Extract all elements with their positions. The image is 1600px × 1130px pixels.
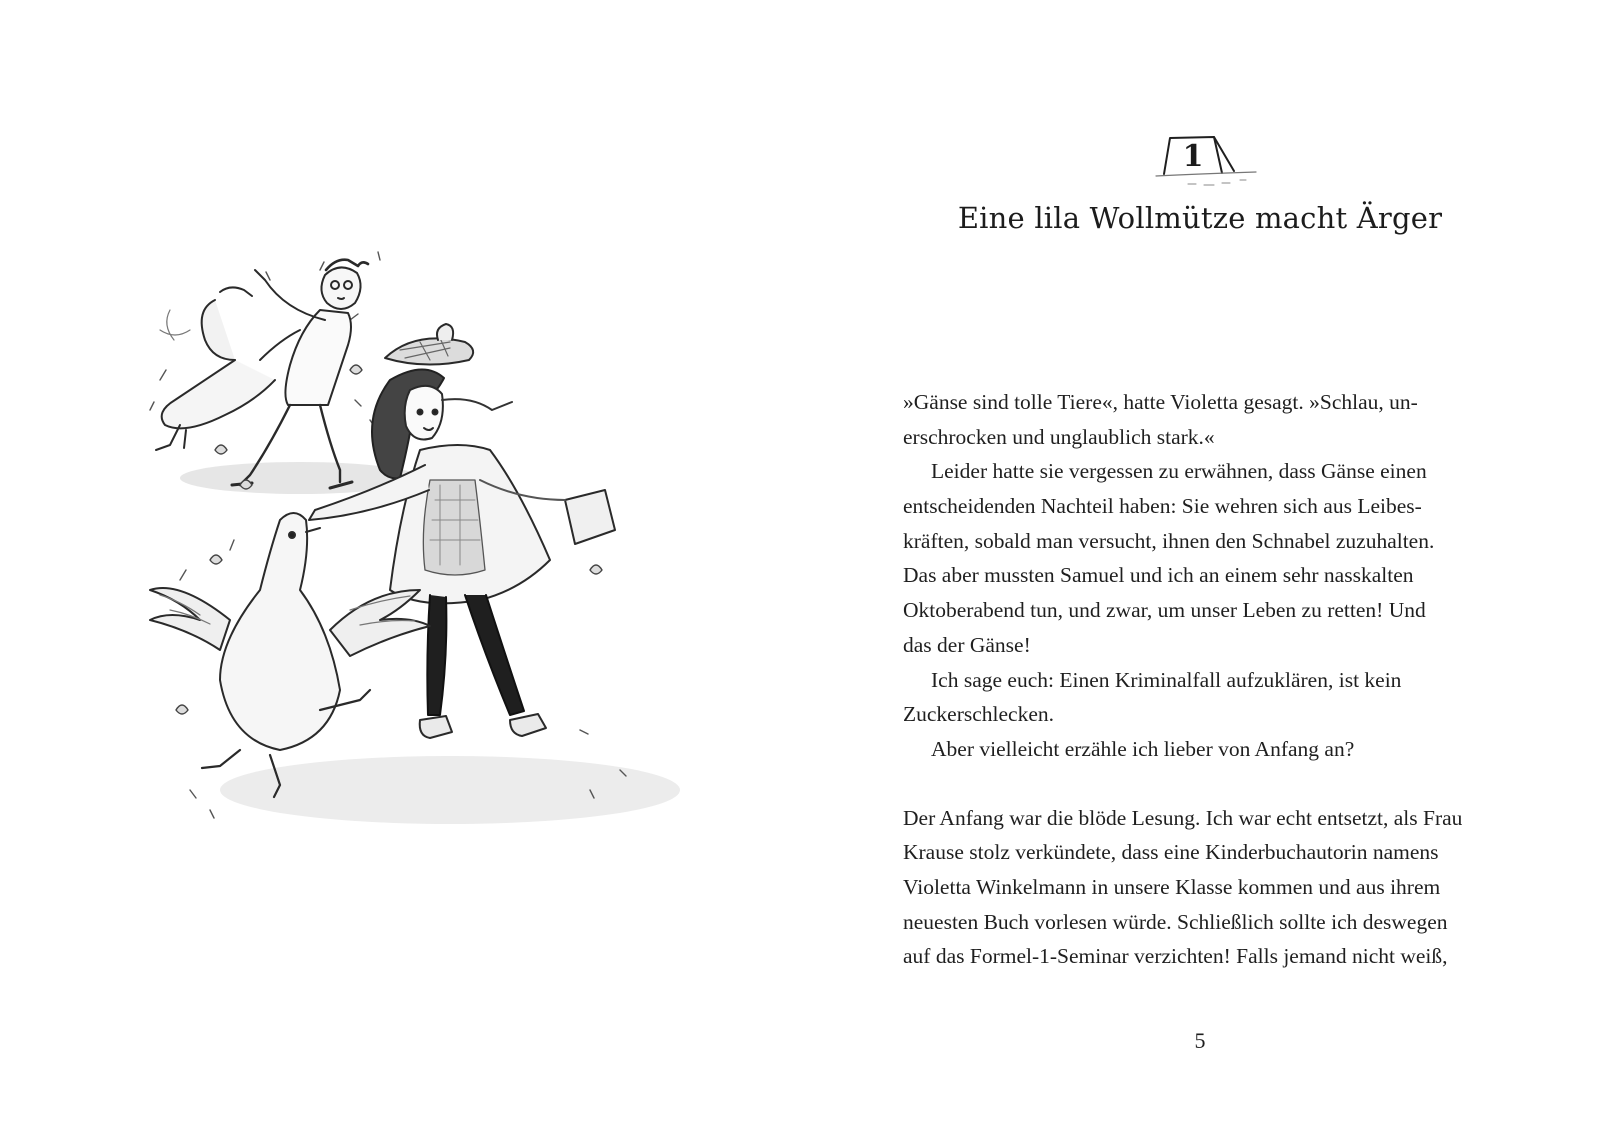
section-break (903, 767, 1513, 801)
text-line: Der Anfang war die blöde Lesung. Ich war echt entsetzt, als Frau (903, 805, 1463, 830)
text-line: Oktoberabend tun, und zwar, um unser Leben zu retten! Und (903, 598, 1426, 623)
text-line: »Gänse sind tolle Tiere«, hatte Violetta gesagt. »Schlau, un- (903, 390, 1418, 414)
text-line: Das aber mussten Samuel und ich an einem sehr nasskalten (903, 563, 1414, 588)
upper-goose (156, 287, 275, 450)
chapter-number: 1 (1182, 139, 1204, 174)
chapter-title: Eine lila Wollmütze macht Ärger (957, 201, 1443, 235)
girl-with-cap (309, 324, 615, 738)
text-line: Zuckerschlecken. (903, 702, 1055, 727)
text-line: Violetta Winkelmann in unsere Klasse kommen und aus ihrem (903, 874, 1441, 899)
text-line: auf das Formel-1-Seminar verzichten! Falls jemand nicht weiß, (903, 944, 1448, 969)
text-line: Krause stolz verkündete, dass eine Kinderbuchautorin namens (903, 840, 1439, 865)
text-line: neuesten Buch vorlesen würde. Schließlich sollte ich deswegen (903, 909, 1448, 934)
text-line: Leider hatte sie vergessen zu erwähnen, dass Gänse einen (931, 459, 1427, 484)
chapter-illustration (120, 250, 700, 850)
page-number: 5 (1194, 1028, 1206, 1053)
chapter-number-badge (1152, 132, 1262, 194)
text-line: entscheidenden Nachteil haben: Sie wehren sich aus Leibes- (903, 494, 1422, 519)
text-line: Aber vielleicht erzähle ich lieber von Anfang an? (931, 736, 1355, 761)
text-line: erschrocken und unglaublich stark.« (903, 424, 1215, 449)
front-goose (150, 513, 430, 797)
text-line: kräften, sobald man versucht, ihnen den Schnabel zuzuhalten. (903, 528, 1435, 553)
text-line: Ich sage euch: Einen Kriminalfall aufzuklären, ist kein (931, 667, 1402, 692)
chapter-body-text (903, 385, 1513, 974)
text-line: das der Gänse! (903, 632, 1031, 657)
